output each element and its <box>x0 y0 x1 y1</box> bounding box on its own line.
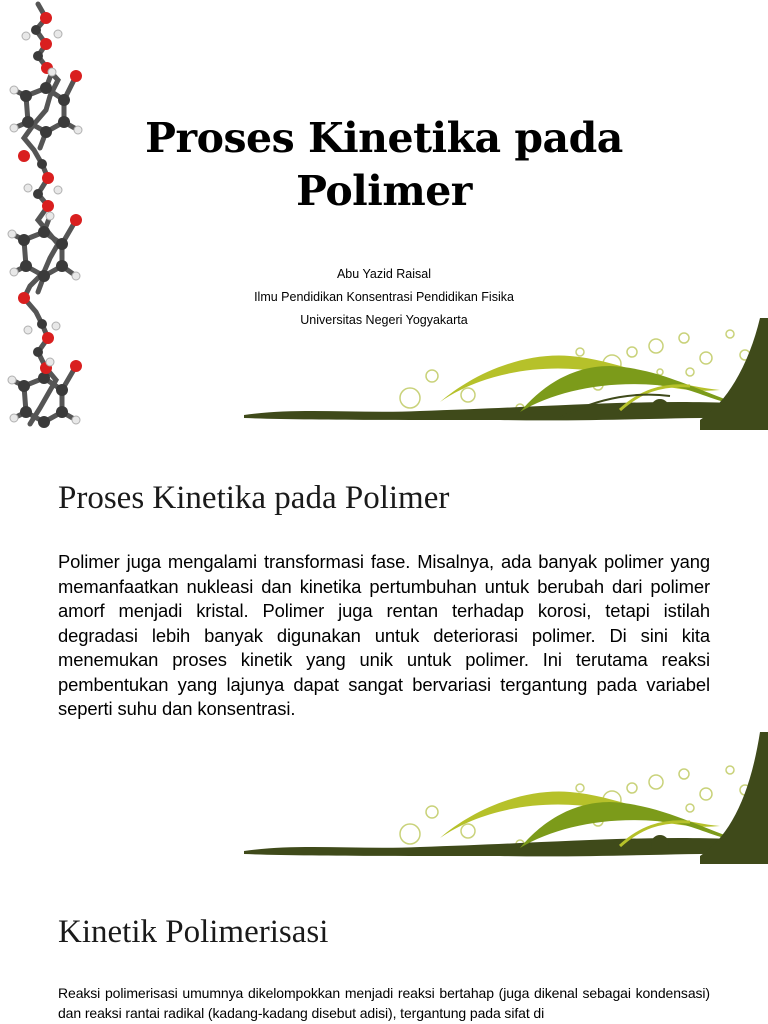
slide-body-text: Reaksi polimerisasi umumnya dikelompokkan menjadi reaksi bertahap (juga dikenal sebagai kondensasi) dan reaksi rantai radikal (kadang-kadang disebut adisi), tergantung pada sifat di <box>58 985 710 1021</box>
author-name: Abu Yazid Raisal <box>336 267 432 281</box>
bubble-decoration <box>400 766 750 848</box>
slide-body-text: Polimer juga mengalami transformasi fase. Misalnya, ada banyak polimer yang memanfaatkan nukleasi dan kinetika pertumbuhan untuk berubah dari polimer amorf menjadi kristal. Polimer juga rentan terhadap korosi, tetapi istilah degradasi lebih banyak digunakan untuk deteriorasi polimer. Di sini kita menemukan proses kinetik yang unik untuk polimer. Ini terutama reaksi pembentukan yang lajunya dapat sangat bervariasi tergantung pada variabel seperti suhu dan konsentrasi. <box>58 551 710 719</box>
author-info <box>184 263 584 332</box>
slide-title: Proses Kinetika pada Polimer <box>145 114 623 215</box>
content-slide-2 <box>0 864 768 1024</box>
content-slide-1 <box>0 432 768 864</box>
bubble-decoration <box>400 330 750 412</box>
title-slide <box>0 0 768 432</box>
slide-heading: Kinetik Polimerisasi <box>58 914 329 950</box>
slide-heading: Proses Kinetika pada Polimer <box>58 480 450 516</box>
university-name: Universitas Negeri Yogyakarta <box>300 313 468 327</box>
study-program: Ilmu Pendidikan Konsentrasi Pendidikan Fisika <box>254 290 514 304</box>
